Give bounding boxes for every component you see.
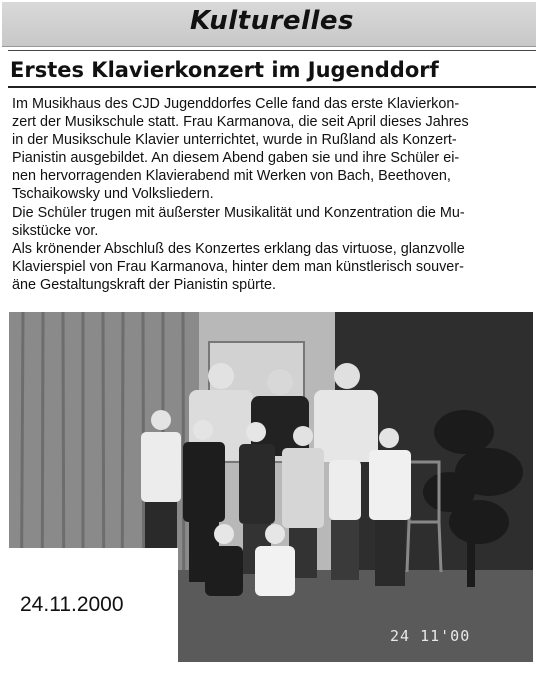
article-paragraph-2: [12, 204, 536, 240]
text-line: in der Musikschule Klavier unterrichtet, wurde in Rußland als Konzert-: [12, 132, 457, 149]
text-line: Im Musikhaus des CJD Jugenddorfes Celle fand das erste Klavierkon-: [12, 96, 460, 112]
text-line: zert der Musikschule statt. Frau Karmanova, die seit April dieses Jahres: [12, 114, 469, 131]
text-line: äne Gestaltungskraft der Pianistin spürte.: [12, 276, 276, 293]
text-line: Pianistin ausgebildet. An diesem Abend gaben sie und ihre Schüler ei-: [12, 150, 460, 167]
clipping-date: 24.11.2000: [20, 593, 124, 616]
article-headline: Erstes Klavierkonzert im Jugenddorf: [10, 58, 439, 82]
text-line: nen hervorragenden Klavierabend mit Werken von Bach, Beethoven,: [12, 168, 451, 185]
text-line: Tschaikowsky und Volksliedern.: [12, 186, 214, 203]
text-line: Die Schüler trugen mit äußerster Musikalität und Konzentration die Mu-: [12, 204, 465, 221]
text-line: Als krönender Abschluß des Konzertes erklang das virtuose, glanzvolle: [12, 240, 465, 257]
top-rule: [8, 50, 536, 51]
article-paragraph-3: [12, 240, 536, 294]
camera-date-stamp: 24 11'00: [390, 627, 471, 645]
article-body: [12, 95, 536, 294]
section-rubric: Kulturelles: [190, 6, 354, 36]
article-paragraph-1: [12, 95, 536, 204]
text-line: sikstücke vor.: [12, 222, 99, 239]
text-line: Klavierspiel von Frau Karmanova, hinter dem man künstlerisch souver-: [12, 258, 464, 275]
headline-rule: [8, 86, 536, 88]
